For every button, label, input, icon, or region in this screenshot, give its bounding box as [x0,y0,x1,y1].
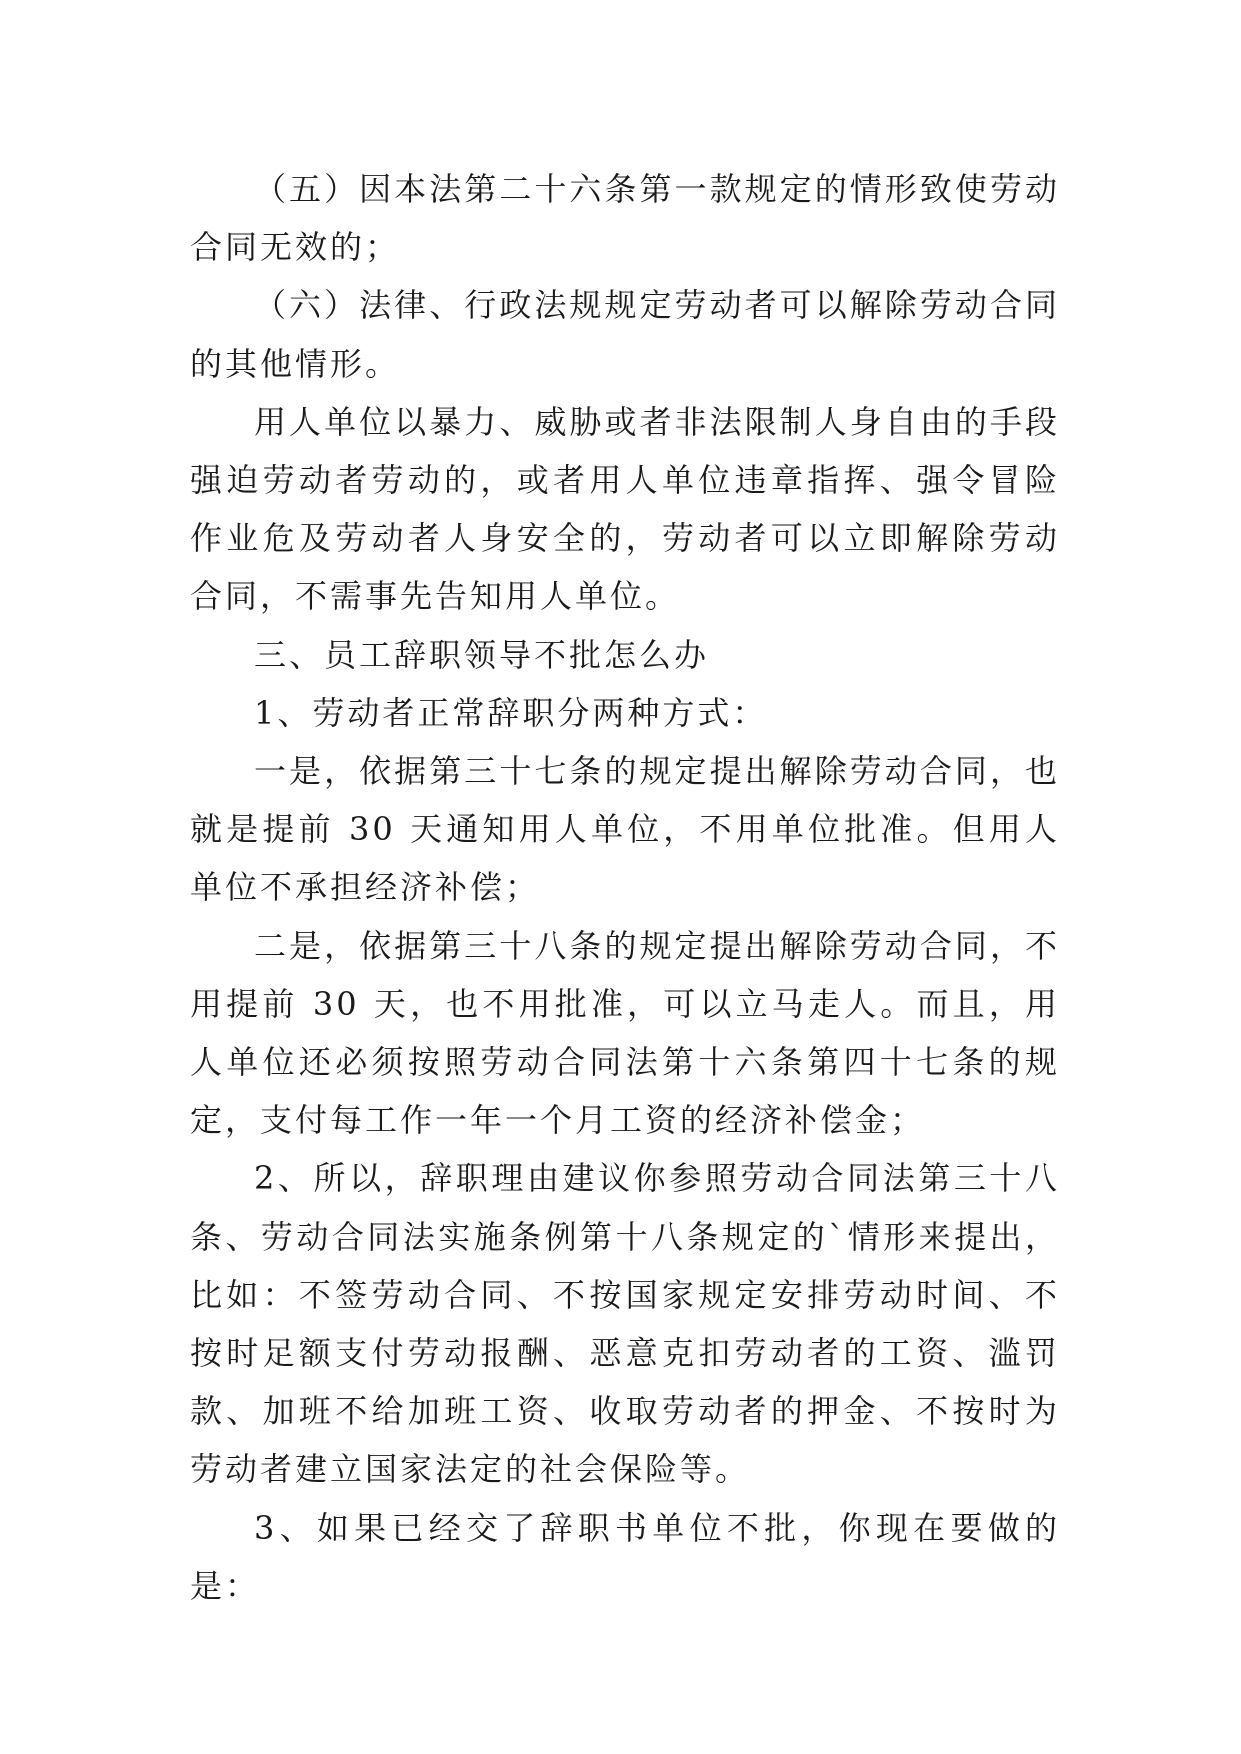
paragraph-point-3: 3、如果已经交了辞职书单位不批，你现在要做的是： [190,1508,1060,1605]
section-heading: 三、员工辞职领导不批怎么办 [254,635,710,674]
paragraph-immediate-termination: 用人单位以暴力、威胁或者非法限制人身自由的手段强迫劳动者劳动的，或者用人单位违章指挥、强令冒险作业危及劳动者人身安全的，劳动者可以立即解除劳动合同，不需事先告知用人单位。 [190,402,1060,616]
paragraph-clause-6: （六）法律、行政法规规定劳动者可以解除劳动合同的其他情形。 [190,286,1060,383]
paragraph-point-2: 2、所以，辞职理由建议你参照劳动合同法第三十八条、劳动合同法实施条例第十八条规定的`情形来提出，比如：不签劳动合同、不按国家规定安排劳动时间、不按时足额支付劳动报酬、恶意克扣劳动者的工资、滥罚款、加班不给加班工资、收取劳动者的押金、不按时为劳动者建立国家法定的社会保险等。 [190,1159,1060,1489]
paragraph-clause-5: （五）因本法第二十六条第一款规定的情形致使劳动合同无效的； [190,170,1060,267]
paragraph-method-two: 二是，依据第三十八条的规定提出解除劳动合同，不用提前 30 天，也不用批准，可以立马走人。而且，用人单位还必须按照劳动合同法第十六条第四十七条的规定，支付每工作一年一个月工资的经济补偿金； [190,926,1060,1140]
paragraph-method-one: 一是，依据第三十七条的规定提出解除劳动合同，也就是提前 30 天通知用人单位，不用单位批准。但用人单位不承担经济补偿； [190,752,1060,907]
paragraph-point-1: 1、劳动者正常辞职分两种方式： [254,693,768,732]
document-body [190,160,1060,1615]
